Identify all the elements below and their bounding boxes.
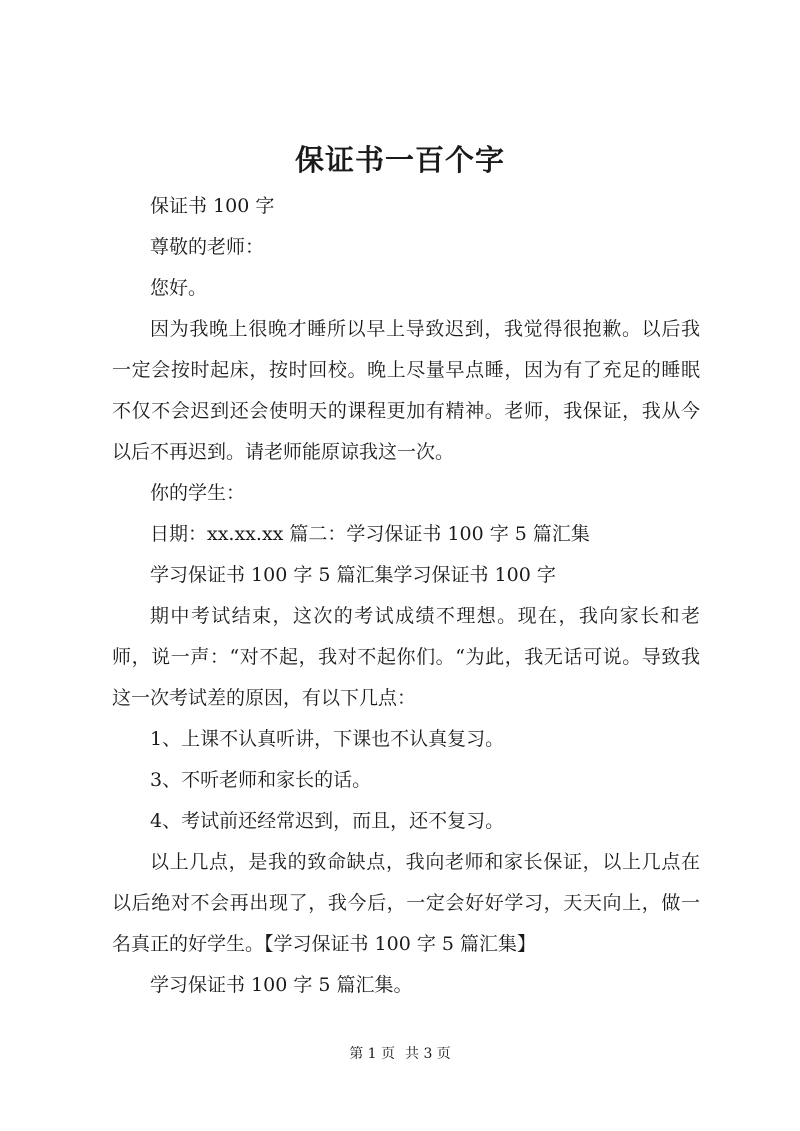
paragraph-salutation: 尊敬的老师： — [150, 236, 265, 258]
paragraph-section-title: 学习保证书 100 字 5 篇汇集学习保证书 100 字 — [150, 564, 556, 586]
paragraph-promise: 以上几点，是我的致命缺点，我向老师和家长保证，以上几点在以后绝对不会再出现了，我今后，一定会好好学习，天天向上，做一名真正的好学生。【学习保证书 100 字 5 篇汇集】 — [112, 851, 700, 955]
paragraph-heading: 保证书 100 字 — [150, 195, 275, 217]
paragraph-exam-intro: 期中考试结束，这次的考试成绩不理想。现在，我向家长和老师，说一声：“对不起，我对不起你们。“为此，我无话可说。导致我这一次考试差的原因，有以下几点： — [112, 605, 700, 709]
paragraph-reason-4: 4、考试前还经常迟到，而且，还不复习。 — [150, 810, 505, 832]
paragraph-signature: 你的学生： — [150, 482, 246, 504]
page-footer — [0, 1044, 800, 1064]
page-total: 共 3 页 — [405, 1046, 451, 1062]
document-title: 保证书一百个字 — [294, 143, 505, 177]
page-number: 第 1 页 — [349, 1046, 395, 1062]
paragraph-reason-3: 3、不听老师和家长的话。 — [150, 769, 372, 791]
paragraph-apology: 因为我晚上很晚才睡所以早上导致迟到，我觉得很抱歉。以后我一定会按时起床，按时回校。晚上尽量早点睡，因为有了充足的睡眠不仅不会迟到还会使明天的课程更加有精神。老师，我保证，我从今以后不再迟到。请老师能原谅我这一次。 — [112, 318, 700, 463]
paragraph-greeting: 您好。 — [150, 277, 208, 299]
paragraph-closing: 学习保证书 100 字 5 篇汇集。 — [150, 974, 413, 996]
paragraph-date: 日期：xx.xx.xx 篇二：学习保证书 100 字 5 篇汇集 — [150, 523, 590, 545]
document-body — [112, 186, 700, 1006]
paragraph-reason-1: 1、上课不认真听讲，下课也不认真复习。 — [150, 728, 505, 750]
